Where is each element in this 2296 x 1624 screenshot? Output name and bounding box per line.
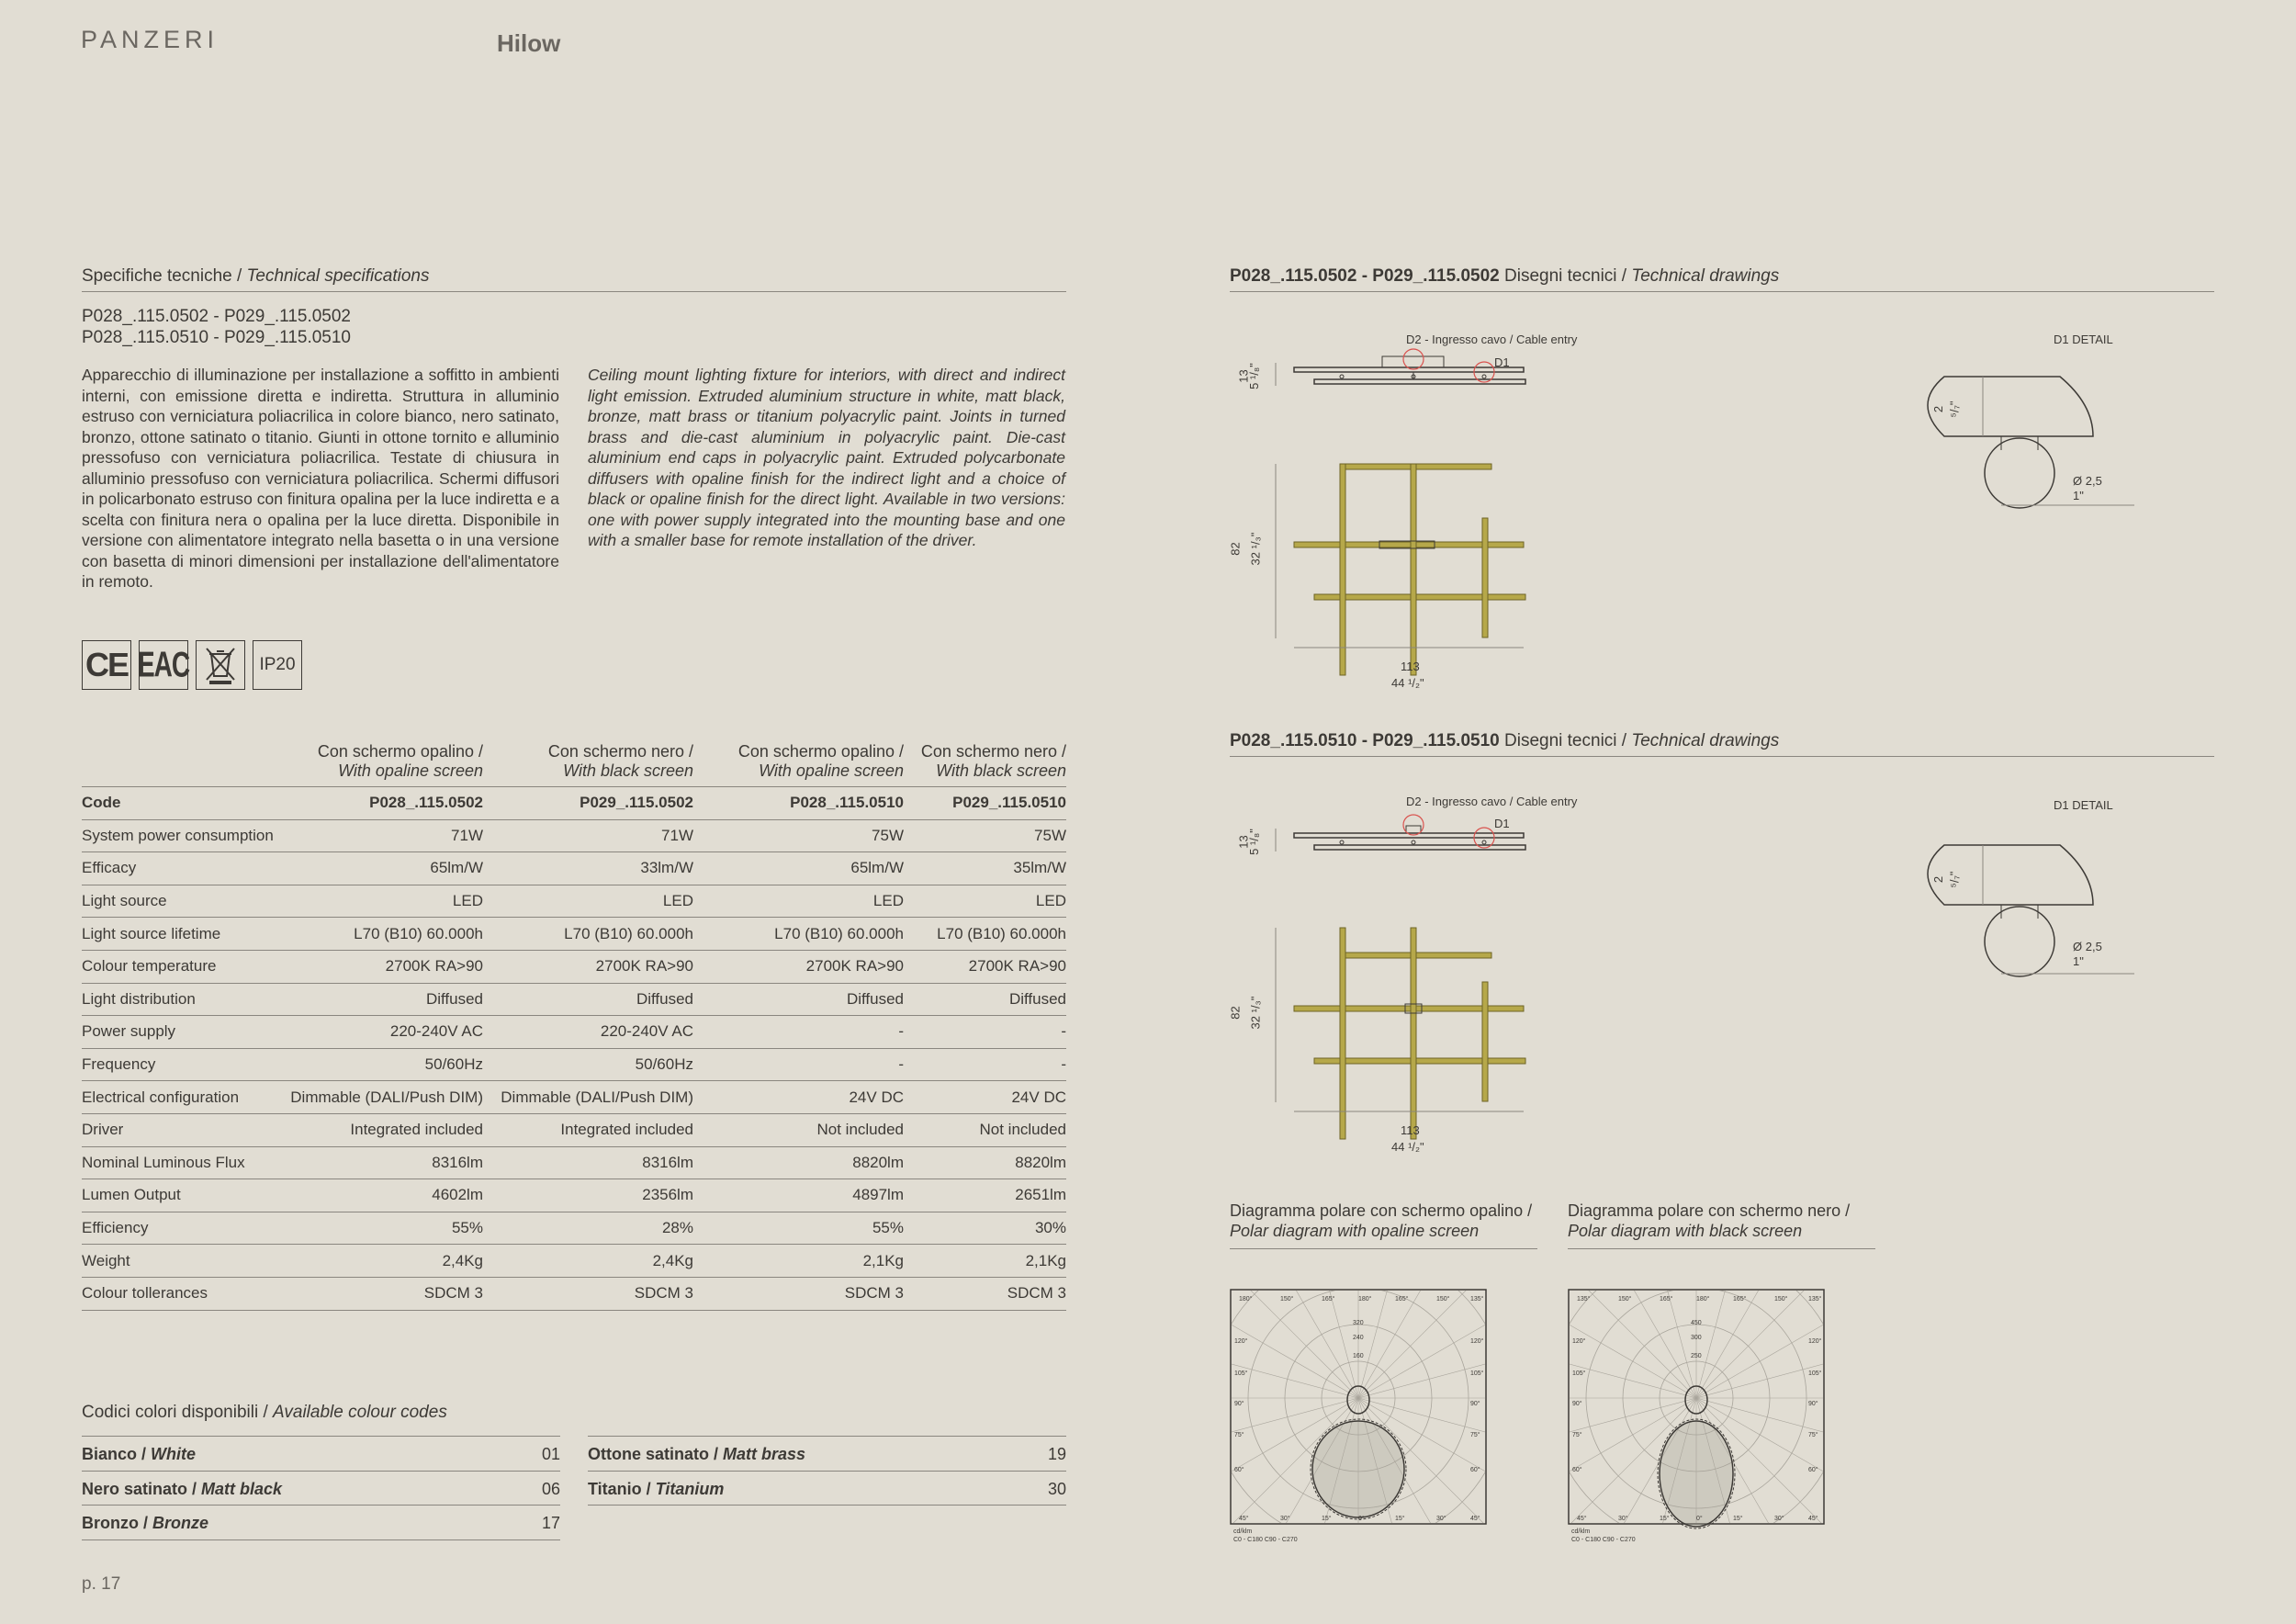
polar-lobe-downlight [1312, 1421, 1404, 1517]
polar-angle-label: 165° [1733, 1296, 1747, 1303]
table-cell: L70 (B10) 60.000h [904, 918, 1066, 951]
detail-height-cm: 2 [1931, 405, 1946, 413]
codes-line-2: P028_.115.0510 - P029_.115.0510 [82, 328, 351, 347]
polar-angle-label: 135° [1470, 1296, 1484, 1303]
depth-cm: 82 [1228, 1006, 1243, 1020]
column-header: Con schermo nero / With black screen [904, 742, 1066, 787]
colour-row: Titanio / Titanium 30 [588, 1472, 1066, 1506]
column-header: Con schermo opalino / With opaline screen [275, 742, 483, 787]
table-cell: P029_.115.0502 [483, 787, 693, 820]
polar-radial-label: 450 [1691, 1320, 1702, 1326]
table-cell: 2356lm [483, 1179, 693, 1212]
detail-diameter-in: 1" [2073, 954, 2084, 968]
table-cell: 2,4Kg [275, 1245, 483, 1278]
table-cell: 30% [904, 1212, 1066, 1245]
polar-angle-label: 180° [1239, 1296, 1253, 1303]
width-cm: 113 [1401, 1123, 1420, 1137]
table-cell: 2700K RA>90 [275, 950, 483, 983]
specs-title-en: Technical specifications [246, 266, 430, 286]
polar-angle-label: 60° [1234, 1467, 1244, 1473]
ce-mark-icon: CE [82, 640, 131, 690]
description-italian: Apparecchio di illuminazione per installazione a soffitto in ambienti interni, con emissione diretta e indiretta. Struttura in alluminio estruso con verniciatura poliacrilica in colore bianco, nero satinato, bronzo, ottone satinato o titanio. Giunti in ottone tornito e alluminio pressofuso con verniciatura poliacrilica. Testate di chiusura in alluminio pressofuso con verniciatura poliacrilica. Schermi diffusori in policarbonato estruso con finitura opalina per la luce indiretta e a scelta con finitura nera o opalina per la luce diretta. Disponibile in versione con alimentatore integrato nella basetta o in una versione con basetta di minori dimensioni per installazione dell'alimentatore in remoto. [82, 366, 559, 591]
table-cell: 24V DC [904, 1081, 1066, 1114]
table-row [82, 1081, 1066, 1114]
table-cell: SDCM 3 [904, 1277, 1066, 1310]
polar-radial-label: 300 [1691, 1335, 1702, 1341]
polar-angle-label: 165° [1322, 1296, 1335, 1303]
polar-angle-label: 150° [1436, 1296, 1450, 1303]
table-cell: Dimmable (DALI/Push DIM) [483, 1081, 693, 1114]
table-cell: L70 (B10) 60.000h [693, 918, 904, 951]
polar-angle-label: 120° [1572, 1338, 1586, 1345]
polar-angle-label: 120° [1470, 1338, 1484, 1345]
table-cell: 28% [483, 1212, 693, 1245]
row-label: Driver [82, 1113, 275, 1146]
polar-angle-label: 165° [1660, 1296, 1673, 1303]
table-cell: 65lm/W [275, 852, 483, 885]
table-row [82, 1113, 1066, 1146]
table-row [82, 1277, 1066, 1310]
width-cm: 113 [1401, 660, 1420, 673]
table-cell: 8316lm [275, 1146, 483, 1179]
colour-codes-title: Codici colori disponibili / Available colour codes [82, 1403, 447, 1422]
table-cell: 75W [904, 819, 1066, 852]
polar-angle-label: 45° [1470, 1516, 1480, 1522]
polar-angle-label: 105° [1470, 1370, 1484, 1377]
table-cell: LED [275, 885, 483, 918]
polar-angle-label: 75° [1808, 1432, 1818, 1438]
table-cell: P028_.115.0502 [275, 787, 483, 820]
table-cell: 8820lm [904, 1146, 1066, 1179]
polar-angle-label: 45° [1808, 1516, 1818, 1522]
polar-lobe-downlight [1660, 1421, 1733, 1527]
table-cell: 2,1Kg [904, 1245, 1066, 1278]
table-cell: LED [483, 885, 693, 918]
polar-angle-label: 15° [1322, 1516, 1332, 1522]
cable-entry-label: D2 - Ingresso cavo / Cable entry [1406, 333, 1578, 346]
row-label: Colour tollerances [82, 1277, 275, 1310]
polar-title-opaline: Diagramma polare con schermo opalino / Polar diagram with opaline screen [1230, 1201, 1537, 1249]
polar-angle-label: 30° [1436, 1516, 1446, 1522]
table-row [82, 885, 1066, 918]
table-cell: 71W [483, 819, 693, 852]
table-row [82, 1016, 1066, 1049]
table-cell: Diffused [483, 983, 693, 1016]
colour-row: Bianco / White 01 [82, 1437, 560, 1472]
polar-angle-label: 165° [1395, 1296, 1409, 1303]
table-row [82, 918, 1066, 951]
polar-angle-label: 75° [1234, 1432, 1244, 1438]
polar-angle-label: 150° [1280, 1296, 1294, 1303]
table-cell: 8820lm [693, 1146, 904, 1179]
width-in: 44 ¹/₂" [1391, 676, 1424, 690]
table-cell: Not included [904, 1113, 1066, 1146]
row-label: Lumen Output [82, 1179, 275, 1212]
row-label: Light distribution [82, 983, 275, 1016]
polar-angle-label: 0° [1358, 1516, 1365, 1522]
polar-angle-label: 150° [1774, 1296, 1788, 1303]
polar-title-black: Diagramma polare con schermo nero / Polar diagram with black screen [1568, 1201, 1875, 1249]
colour-row: Nero satinato / Matt black 06 [82, 1472, 560, 1506]
table-row [82, 1245, 1066, 1278]
drawings-title-1: P028_.115.0502 - P029_.115.0502 Disegni tecnici / Technical drawings [1230, 266, 2214, 292]
weee-bin-icon [196, 640, 245, 690]
detail-diameter-in: 1" [2073, 489, 2084, 502]
specs-section-title [82, 266, 1066, 292]
polar-angle-label: 90° [1808, 1401, 1818, 1407]
d1-label: D1 [1494, 355, 1510, 369]
table-cell: Diffused [693, 983, 904, 1016]
row-label: System power consumption [82, 819, 275, 852]
colour-codes-left [82, 1436, 560, 1540]
polar-angle-label: 60° [1572, 1467, 1582, 1473]
polar-angle-label: 30° [1618, 1516, 1628, 1522]
eac-mark-icon: EAC [139, 640, 188, 690]
table-cell: 4602lm [275, 1179, 483, 1212]
table-row [82, 1179, 1066, 1212]
polar-angle-label: 45° [1239, 1516, 1249, 1522]
polar-angle-label: 90° [1572, 1401, 1582, 1407]
polar-angle-label: 135° [1577, 1296, 1591, 1303]
polar-angle-label: 75° [1572, 1432, 1582, 1438]
table-cell: 2,1Kg [693, 1245, 904, 1278]
polar-angle-label: 180° [1696, 1296, 1710, 1303]
specs-title-it: Specifiche tecniche / [82, 266, 247, 286]
table-cell: Integrated included [275, 1113, 483, 1146]
depth-in: 32 ¹/₃" [1248, 996, 1263, 1030]
polar-angle-label: 60° [1808, 1467, 1818, 1473]
row-label: Weight [82, 1245, 275, 1278]
polar-angle-label: 180° [1358, 1296, 1372, 1303]
table-cell: - [693, 1048, 904, 1081]
row-label: Frequency [82, 1048, 275, 1081]
polar-legend: C0 - C180 C90 - C270 [1233, 1537, 1298, 1543]
polar-angle-label: 75° [1470, 1432, 1480, 1438]
polar-diagram-opaline [1230, 1288, 1487, 1550]
table-cell: P029_.115.0510 [904, 787, 1066, 820]
table-cell: 24V DC [693, 1081, 904, 1114]
column-header: Con schermo opalino / With opaline screen [693, 742, 904, 787]
table-row [82, 1146, 1066, 1179]
table-cell: 8316lm [483, 1146, 693, 1179]
polar-angle-label: 120° [1234, 1338, 1248, 1345]
detail-diameter-cm: Ø 2,5 [2073, 940, 2102, 953]
table-cell: 4897lm [693, 1179, 904, 1212]
table-row [82, 950, 1066, 983]
colour-row: Ottone satinato / Matt brass 19 [588, 1437, 1066, 1472]
polar-angle-label: 15° [1395, 1516, 1405, 1522]
codes-line-1: P028_.115.0502 - P029_.115.0502 [82, 307, 351, 326]
cable-entry-label: D2 - Ingresso cavo / Cable entry [1406, 795, 1578, 808]
polar-angle-label: 135° [1808, 1296, 1822, 1303]
description-english: Ceiling mount lighting fixture for interiors, with direct and indirect light emission. Extruded aluminium structure in white, matt black, bronze, matt brass or titanium polyacrylic paint. Joints in turned brass and die-cast aluminium in polyacrylic paint. Die-cast aluminium end caps in polyacrylic paint. Extruded polycarbonate diffusers with opaline finish for the indirect light and a choice of black or opaline finish for the direct light. Available in two versions: one with power supply integrated into the mounting base and one with a smaller base for remote installation of the driver. [588, 366, 1065, 549]
detail-height-in: ⁵/₇" [1947, 871, 1962, 888]
row-label: Light source [82, 885, 275, 918]
table-cell: 71W [275, 819, 483, 852]
page-number: p. 17 [82, 1574, 121, 1594]
table-row [82, 787, 1066, 820]
d1-label: D1 [1494, 817, 1510, 830]
row-label: Power supply [82, 1016, 275, 1049]
detail-height-cm: 2 [1931, 875, 1946, 884]
table-cell: 2651lm [904, 1179, 1066, 1212]
height-in: 5 ¹/₈" [1246, 363, 1261, 389]
table-cell: 2700K RA>90 [693, 950, 904, 983]
table-row [82, 819, 1066, 852]
polar-radial-label: 250 [1691, 1353, 1702, 1359]
d1-detail-label: D1 DETAIL [2054, 798, 2113, 812]
table-cell: 75W [693, 819, 904, 852]
polar-angle-label: 30° [1280, 1516, 1290, 1522]
table-cell: Diffused [904, 983, 1066, 1016]
table-cell: SDCM 3 [483, 1277, 693, 1310]
table-cell: 220-240V AC [275, 1016, 483, 1049]
column-header: Con schermo nero / With black screen [483, 742, 693, 787]
product-name: Hilow [497, 29, 561, 57]
polar-angle-label: 15° [1660, 1516, 1670, 1522]
product-codes [82, 306, 351, 348]
polar-angle-label: 150° [1618, 1296, 1632, 1303]
width-in: 44 ¹/₂" [1391, 1140, 1424, 1154]
table-row [82, 983, 1066, 1016]
table-cell: 2700K RA>90 [483, 950, 693, 983]
table-cell: - [904, 1016, 1066, 1049]
table-cell: LED [693, 885, 904, 918]
detail-height-in: ⁵/₇" [1947, 400, 1962, 418]
table-cell: 55% [693, 1212, 904, 1245]
table-cell: Not included [693, 1113, 904, 1146]
depth-cm: 82 [1228, 542, 1243, 556]
polar-radial-label: 160 [1353, 1353, 1364, 1359]
table-row [82, 1212, 1066, 1245]
header-empty [82, 742, 275, 787]
table-cell: 65lm/W [693, 852, 904, 885]
spec-table-header [82, 742, 1066, 787]
drawings-title-2: P028_.115.0510 - P029_.115.0510 Disegni tecnici / Technical drawings [1230, 731, 2214, 757]
polar-angle-label: 105° [1572, 1370, 1586, 1377]
height-cm: 13 [1236, 369, 1251, 383]
polar-diagram-black [1568, 1288, 1825, 1550]
table-cell: 2700K RA>90 [904, 950, 1066, 983]
polar-angle-label: 90° [1470, 1401, 1480, 1407]
table-cell: Diffused [275, 983, 483, 1016]
table-cell: SDCM 3 [275, 1277, 483, 1310]
technical-drawing-1 [1230, 321, 2214, 707]
table-cell: LED [904, 885, 1066, 918]
height-in: 5 ¹/₈" [1246, 829, 1261, 855]
ip20-badge: IP20 [253, 640, 302, 690]
table-cell: L70 (B10) 60.000h [275, 918, 483, 951]
polar-angle-label: 105° [1234, 1370, 1248, 1377]
colour-row: Bronzo / Bronze 17 [82, 1506, 560, 1540]
table-cell: Integrated included [483, 1113, 693, 1146]
brand-logo: PANZERI [81, 26, 219, 53]
d1-detail-label: D1 DETAIL [2054, 333, 2113, 346]
row-label: Efficiency [82, 1212, 275, 1245]
polar-unit: cd/klm [1571, 1528, 1591, 1535]
table-cell: 50/60Hz [483, 1048, 693, 1081]
row-label: Electrical configuration [82, 1081, 275, 1114]
row-label: Light source lifetime [82, 918, 275, 951]
detail-diameter-cm: Ø 2,5 [2073, 474, 2102, 488]
polar-angle-label: 15° [1733, 1516, 1743, 1522]
polar-radial-label: 320 [1353, 1320, 1364, 1326]
table-row [82, 852, 1066, 885]
polar-unit: cd/klm [1233, 1528, 1253, 1535]
table-cell: 50/60Hz [275, 1048, 483, 1081]
table-cell: 33lm/W [483, 852, 693, 885]
polar-angle-label: 60° [1470, 1467, 1480, 1473]
polar-angle-label: 105° [1808, 1370, 1822, 1377]
colour-codes-right [588, 1436, 1066, 1506]
polar-angle-label: 90° [1234, 1401, 1244, 1407]
polar-angle-label: 30° [1774, 1516, 1784, 1522]
row-label: Efficacy [82, 852, 275, 885]
table-cell: L70 (B10) 60.000h [483, 918, 693, 951]
row-label: Nominal Luminous Flux [82, 1146, 275, 1179]
polar-legend: C0 - C180 C90 - C270 [1571, 1537, 1636, 1543]
polar-radial-label: 240 [1353, 1335, 1364, 1341]
table-row [82, 1048, 1066, 1081]
depth-in: 32 ¹/₃" [1248, 532, 1263, 566]
table-cell: - [693, 1016, 904, 1049]
polar-angle-label: 45° [1577, 1516, 1587, 1522]
table-cell: - [904, 1048, 1066, 1081]
table-cell: P028_.115.0510 [693, 787, 904, 820]
spec-table [82, 742, 1066, 1311]
table-cell: 55% [275, 1212, 483, 1245]
table-cell: Dimmable (DALI/Push DIM) [275, 1081, 483, 1114]
technical-drawing-2 [1230, 785, 2214, 1171]
table-cell: 2,4Kg [483, 1245, 693, 1278]
polar-angle-label: 120° [1808, 1338, 1822, 1345]
table-cell: 220-240V AC [483, 1016, 693, 1049]
row-label: Code [82, 787, 275, 820]
table-cell: SDCM 3 [693, 1277, 904, 1310]
height-cm: 13 [1236, 835, 1251, 849]
table-cell: 35lm/W [904, 852, 1066, 885]
row-label: Colour temperature [82, 950, 275, 983]
polar-angle-label: 0° [1696, 1516, 1703, 1522]
